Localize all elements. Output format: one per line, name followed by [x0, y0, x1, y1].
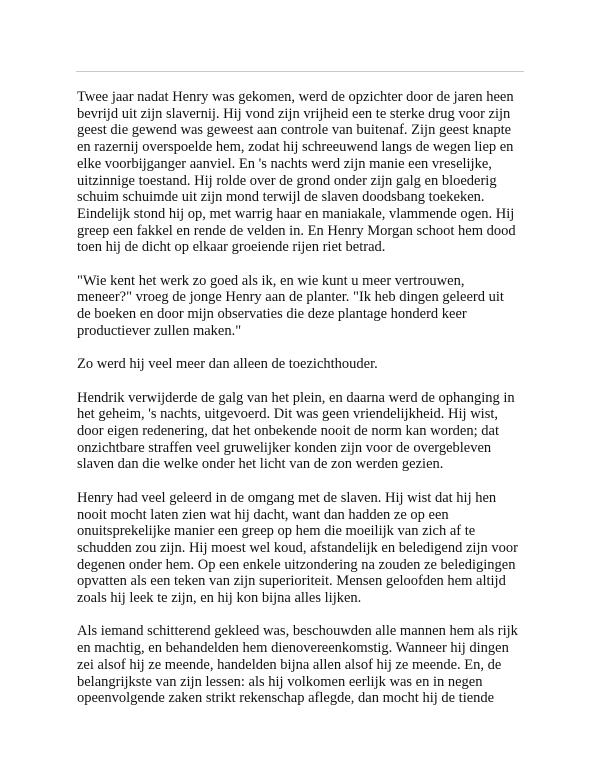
text-line: slaven dan die welke onder het licht van de zon werden gezien.	[77, 456, 444, 473]
paragraph	[77, 623, 537, 707]
text-line: elke voorbijganger aanviel. En 's nachts werd zijn manie een vreselijke,	[77, 155, 492, 172]
text-line: nooit mocht laten zien wat hij dacht, want dan hadden ze op een	[77, 506, 449, 523]
text-line: meneer?" vroeg de jonge Henry aan de planter. "Ik heb dingen geleerd uit	[77, 289, 504, 306]
text-line: Twee jaar nadat Henry was gekomen, werd de opzichter door de jaren heen	[77, 89, 514, 105]
text-line: toen hij de dicht op elkaar groeiende rijen riet betrad.	[77, 239, 386, 256]
text-line: zoals hij leek te zijn, en hij kon bijna alles lijken.	[77, 590, 362, 607]
header-divider	[76, 71, 524, 72]
text-line: door eigen redenering, dat het onbekende nooit de norm kan worden; dat	[77, 423, 499, 440]
text-line: zei alsof hij ze meende, handelden bijna allen alsof hij ze meende. En, de	[77, 656, 502, 673]
text-line: Eindelijk stond hij op, met warrig haar en maniakale, vlammende ogen. Hij	[77, 205, 515, 222]
text-line: productiever zullen maken."	[77, 322, 242, 339]
text-line: belangrijkste van zijn lessen: als hij volkomen eerlijk was en in negen	[77, 673, 483, 690]
paragraph	[77, 356, 537, 373]
text-line: geest die gewend was geweest aan controle van buitenaf. Zijn geest knapte	[77, 122, 512, 139]
text-line: Als iemand schitterend gekleed was, beschouwden alle mannen hem als rijk	[77, 623, 518, 640]
text-line: greep een fakkel en rende de velden in. En Henry Morgan schoot hem dood	[77, 222, 516, 239]
text-line: het geheim, 's nachts, uitgevoerd. Dit was geen vriendelijkheid. Hij wist,	[77, 406, 499, 423]
text-line: bevrijd uit zijn slavernij. Hij vond zijn vrijheid een te sterke drug voor zijn	[77, 105, 511, 122]
paragraph	[77, 89, 537, 256]
document-body	[77, 89, 537, 724]
text-line: Henry had veel geleerd in de omgang met de slaven. Hij wist dat hij hen	[77, 489, 497, 506]
text-line: en razernij overspoelde hem, zodat hij schreeuwend langs de wegen liep en	[77, 139, 514, 156]
text-line: schuim schuimde uit zijn mond terwijl de slaven doodsbang toekeken.	[77, 189, 485, 206]
text-line: en machtig, en behandelden hem dienovereenkomstig. Wanneer hij dingen	[77, 640, 509, 657]
paragraph	[77, 273, 537, 340]
text-line: uitzinnige toestand. Hij rolde over de grond onder zijn galg en bloederig	[77, 172, 497, 189]
text-line: degenen onder hem. Op een enkele uitzondering na zouden ze beledigingen	[77, 556, 516, 573]
text-line: Hendrik verwijderde de galg van het plein, en daarna werd de ophanging in	[77, 389, 515, 406]
text-line: "Wie kent het werk zo goed als ik, en wie kunt u meer vertrouwen,	[77, 272, 465, 289]
paragraph	[77, 390, 537, 474]
text-line: de boeken en door mijn observaties die deze plantage honderd keer	[77, 306, 467, 323]
text-line: opeenvolgende zaken strikt rekenschap aflegde, dan mocht hij de tiende	[77, 690, 495, 707]
text-line: onuitsprekelijke manier een greep op hem die moeilijk van zich af te	[77, 523, 476, 540]
paragraph	[77, 490, 537, 607]
text-line: Zo werd hij veel meer dan alleen de toezichthouder.	[77, 356, 378, 373]
text-line: opvatten als een teken van zijn superioriteit. Mensen geloofden hem altijd	[77, 573, 506, 590]
text-line: onzichtbare straffen veel gruwelijker konden zijn voor de overgebleven	[77, 439, 492, 456]
text-line: schudden zou zijn. Hij moest wel koud, afstandelijk en beledigend zijn voor	[77, 539, 518, 556]
